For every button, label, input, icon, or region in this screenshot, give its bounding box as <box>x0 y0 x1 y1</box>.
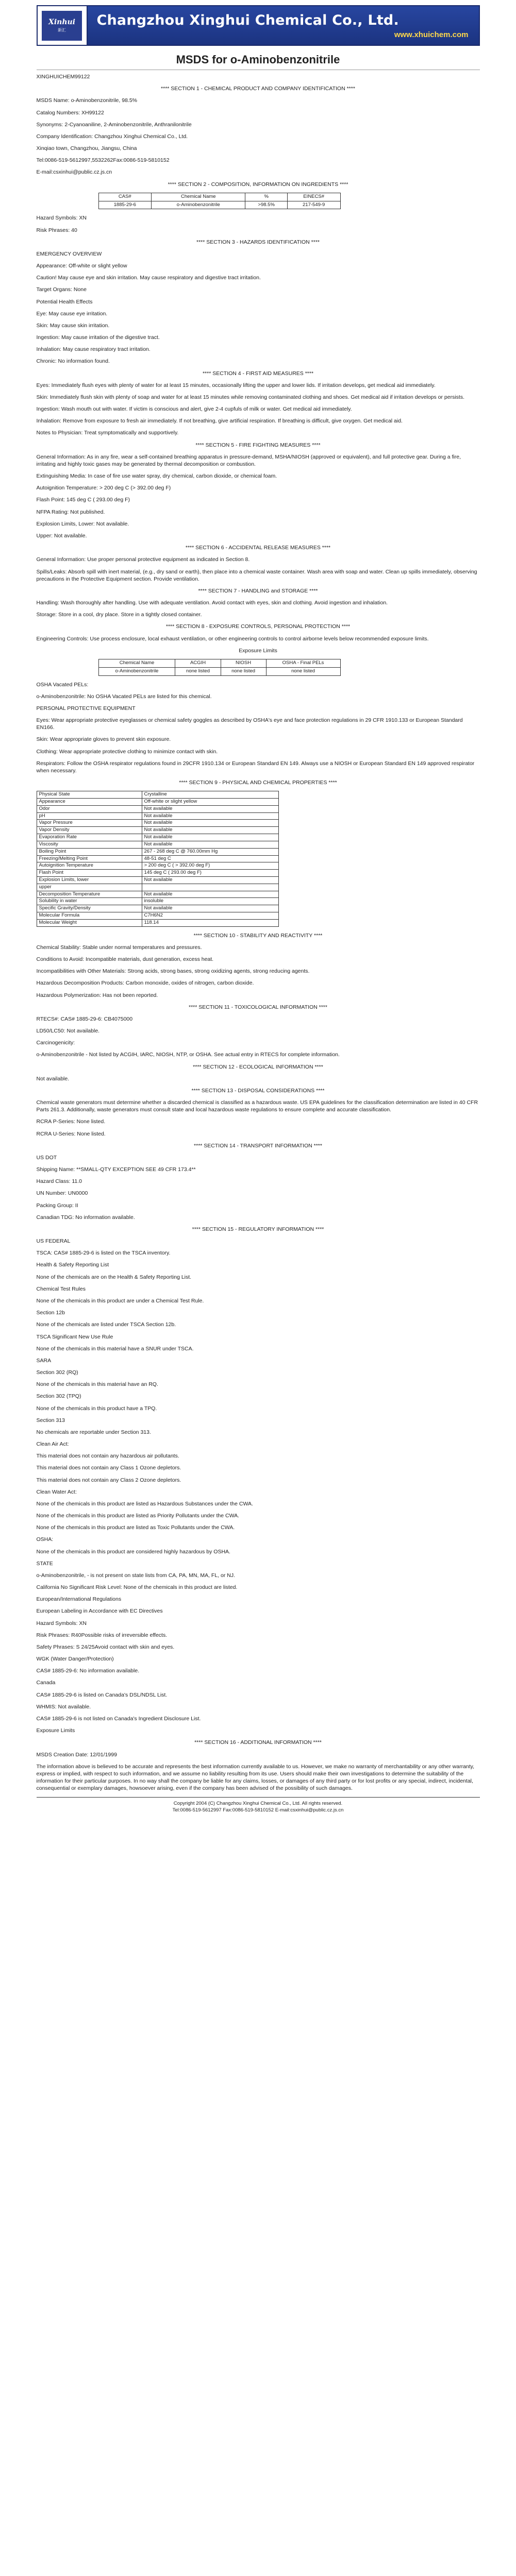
paragraph: Eyes: Immediately flush eyes with plenty of water for at least 15 minutes, occasionally lifting the upper and lower lids. If irritation develops, get medical aid immediately. <box>36 382 436 388</box>
paragraph: Carcinogenicity: <box>36 1040 75 1046</box>
property-value: Not available <box>142 812 278 820</box>
paragraph: RCRA U-Series: None listed. <box>36 1130 106 1137</box>
page-title: MSDS for o-Aminobenzonitrile <box>176 53 340 66</box>
column-header: ACGIH <box>175 659 221 667</box>
page-footer <box>37 1797 480 1813</box>
section-heading: **** SECTION 11 - TOXICOLOGICAL INFORMATION **** <box>189 1004 327 1010</box>
property-value: Crystalline <box>142 791 278 799</box>
paragraph: RTECS#: CAS# 1885-29-6: CB4075000 <box>36 1015 133 1022</box>
section-heading: **** SECTION 3 - HAZARDS IDENTIFICATION **** <box>196 239 320 245</box>
property-row <box>37 812 278 820</box>
section-heading: **** SECTION 1 - CHEMICAL PRODUCT AND COMPANY IDENTIFICATION **** <box>161 86 355 92</box>
paragraph: Eyes: Wear appropriate protective eyeglasses or chemical safety goggles as described by OSHA's eye and face protection regulations in 29 CFR 1910.133 or European Standard EN166. <box>36 717 463 731</box>
paragraph: Incompatibilities with Other Materials: Strong acids, strong bases, strong oxidizing agents, strong reducing agents. <box>36 968 310 975</box>
column-header: OSHA - Final PELs <box>266 659 340 667</box>
table-cell: 217-549-9 <box>287 201 340 209</box>
property-row <box>37 891 278 898</box>
paragraph: None of the chemicals in this material have an RQ. <box>36 1381 158 1388</box>
paragraph: Exposure Limits <box>36 1727 75 1734</box>
paragraph: OSHA: <box>36 1536 54 1543</box>
section-heading: **** SECTION 10 - STABILITY AND REACTIVITY **** <box>193 932 323 939</box>
property-name: Physical State <box>37 791 142 799</box>
paragraph: PERSONAL PROTECTIVE EQUIPMENT <box>36 705 136 711</box>
footer-line: Tel:0086-519-5612997 Fax:0086-519-5810152 E-mail:csxinhui@public.cz.js.cn <box>172 1807 344 1814</box>
paragraph: Clean Water Act: <box>36 1488 77 1495</box>
paragraph: Inhalation: Remove from exposure to fresh air immediately. If not breathing, give artificial respiration. If breathing is difficult, give oxygen. Get medical aid. <box>36 418 403 425</box>
paragraph: Catalog Numbers: XH99122 <box>36 109 104 116</box>
section-heading: **** SECTION 15 - REGULATORY INFORMATION **** <box>192 1226 324 1232</box>
property-name: Solubility in water <box>37 898 142 905</box>
paragraph: EMERGENCY OVERVIEW <box>36 250 102 257</box>
paragraph: Explosion Limits, Lower: Not available. <box>36 520 129 527</box>
paragraph: None of the chemicals in this product have a TPQ. <box>36 1405 157 1412</box>
paragraph: Hazardous Polymerization: Has not been reported. <box>36 992 158 998</box>
composition-table <box>98 193 341 210</box>
property-row <box>37 862 278 870</box>
paragraph: Ingestion: May cause irritation of the digestive tract. <box>36 334 160 341</box>
paragraph: Upper: Not available. <box>36 532 87 539</box>
property-value: Not available <box>142 805 278 812</box>
paragraph: Section 302 (RQ) <box>36 1369 78 1376</box>
property-name: Molecular Weight <box>37 919 142 926</box>
paragraph: TSCA: CAS# 1885-29-6 is listed on the TSCA inventory. <box>36 1250 171 1257</box>
paragraph: Clothing: Wear appropriate protective clothing to minimize contact with skin. <box>36 748 218 755</box>
property-value: Not available <box>142 827 278 834</box>
section-heading: **** SECTION 5 - FIRE FIGHTING MEASURES **** <box>195 442 321 448</box>
paragraph: None of the chemicals in this product are under a Chemical Test Rule. <box>36 1297 204 1304</box>
section-heading: **** SECTION 4 - FIRST AID MEASURES **** <box>202 370 314 377</box>
property-row <box>37 905 278 912</box>
property-row <box>37 870 278 877</box>
property-row <box>37 799 278 806</box>
paragraph: Clean Air Act: <box>36 1441 69 1448</box>
property-value: Not available <box>142 820 278 827</box>
paragraph: Storage: Store in a cool, dry place. Store in a tightly closed container. <box>36 612 202 618</box>
paragraph: Company Identification: Changzhou Xinghui Chemical Co., Ltd. <box>36 133 188 140</box>
table-row <box>98 667 340 675</box>
paragraph: Caution! May cause eye and skin irritation. May cause respiratory and digestive tract irritation. <box>36 275 261 281</box>
paragraph: The information above is believed to be accurate and represents the best information currently available to us. However, we make no warranty of merchantability or any other warranty, express or implied, with respect to such information, and we assume no liability resulting from its use. Users should make their own investigations to determine the suitability of the information for their particular purposes. In no way shall the company be liable for any claims, losses, or damages of any third party or for lost profits or any special, indirect, incidental, consequential or exemplary damages, howsoever arising, even if the company has been advised of the possibility of such damages. <box>36 1763 475 1792</box>
paragraph: SARA <box>36 1357 52 1364</box>
paragraph: This material does not contain any Class 2 Ozone depletors. <box>36 1477 181 1483</box>
paragraph: Autoignition Temperature: > 200 deg C (> 392.00 deg F) <box>36 485 171 492</box>
table-cell: >98.5% <box>245 201 287 209</box>
paragraph: None of the chemicals in this material have a SNUR under TSCA. <box>36 1345 194 1352</box>
paragraph: WHMIS: Not available. <box>36 1703 91 1710</box>
property-row <box>37 884 278 891</box>
table-cell: o-Aminobenzonitrile <box>98 667 175 675</box>
property-row <box>37 848 278 855</box>
paragraph: Respirators: Follow the OSHA respirator regulations found in 29CFR 1910.134 or European Standard EN 149. Always use a NIOSH or European Standard EN 149 approved respirator when necessary. <box>36 760 475 774</box>
paragraph: Skin: Wear appropriate gloves to prevent skin exposure. <box>36 736 171 743</box>
paragraph: Health & Safety Reporting List <box>36 1262 109 1268</box>
property-name: Appearance <box>37 799 142 806</box>
paragraph: European Labeling in Accordance with EC Directives <box>36 1608 163 1615</box>
property-row <box>37 912 278 920</box>
property-name: Autoignition Temperature <box>37 862 142 870</box>
footer-line: Copyright 2004 (C) Changzhou Xinghui Chemical Co., Ltd. All rights reserved. <box>173 1801 343 1807</box>
paragraph: None of the chemicals in this product are listed as Toxic Pollutants under the CWA. <box>36 1524 235 1531</box>
paragraph: Canadian TDG: No information available. <box>36 1214 135 1221</box>
paragraph: Flash Point: 145 deg C ( 293.00 deg F) <box>36 497 130 503</box>
section-heading: **** SECTION 13 - DISPOSAL CONSIDERATIONS **** <box>191 1087 325 1094</box>
paragraph: Synonyms: 2-Cyanoaniline, 2-Aminobenzonitrile, Anthranilonitrile <box>36 121 192 128</box>
paragraph: Inhalation: May cause respiratory tract irritation. <box>36 346 151 353</box>
paragraph: Ingestion: Wash mouth out with water. If victim is conscious and alert, give 2-4 cupfuls of milk or water. Get medical aid immediately. <box>36 406 352 413</box>
column-header: NIOSH <box>221 659 266 667</box>
paragraph: California No Significant Risk Level: None of the chemicals in this product are listed. <box>36 1584 238 1591</box>
property-row <box>37 919 278 926</box>
paragraph: Eye: May cause eye irritation. <box>36 310 108 317</box>
paragraph: This material does not contain any hazardous air pollutants. <box>36 1453 179 1460</box>
property-name: upper <box>37 884 142 891</box>
property-value: 267 - 268 deg C @ 760.00mm Hg <box>142 848 278 855</box>
table-cell: none listed <box>175 667 221 675</box>
paragraph: CAS# 1885-29-6: No information available. <box>36 1668 140 1674</box>
paragraph: Spills/Leaks: Absorb spill with inert material, (e.g., dry sand or earth), then place into a chemical waste container. Wash area with soap and water. Clean up spills immediately, observing precautions in the Protective Equipment section. Provide ventilation. <box>36 568 477 582</box>
paragraph: RCRA P-Series: None listed. <box>36 1118 106 1125</box>
section-heading: **** SECTION 16 - ADDITIONAL INFORMATION **** <box>194 1739 322 1746</box>
paragraph: None of the chemicals are on the Health & Safety Reporting List. <box>36 1274 192 1280</box>
paragraph: General Information: Use proper personal protective equipment as indicated in Section 8. <box>36 556 250 563</box>
property-row <box>37 841 278 848</box>
section-heading: **** SECTION 9 - PHYSICAL AND CHEMICAL PROPERTIES **** <box>179 779 337 786</box>
property-name: Viscosity <box>37 841 142 848</box>
property-value: > 200 deg C ( > 392.00 deg F) <box>142 862 278 870</box>
property-row <box>37 791 278 799</box>
paragraph: This material does not contain any Class 1 Ozone depletors. <box>36 1465 181 1471</box>
paragraph: Xinqiao town, Changzhou, Jiangsu, China <box>36 145 137 152</box>
property-value: Not available <box>142 891 278 898</box>
property-row <box>37 834 278 841</box>
paragraph: US DOT <box>36 1154 57 1161</box>
property-row <box>37 805 278 812</box>
section-heading: **** SECTION 2 - COMPOSITION, INFORMATION ON INGREDIENTS **** <box>168 181 348 188</box>
table-cell: none listed <box>221 667 266 675</box>
paragraph: Extinguishing Media: In case of fire use water spray, dry chemical, carbon dioxide, or chemical foam. <box>36 473 277 480</box>
paragraph: Hazard Symbols: XN <box>36 215 87 222</box>
property-name: Evaporation Rate <box>37 834 142 841</box>
column-header: Chemical Name <box>98 659 175 667</box>
property-name: Molecular Formula <box>37 912 142 920</box>
property-row <box>37 855 278 862</box>
property-name: Explosion Limits, lower <box>37 876 142 884</box>
paragraph: Section 12b <box>36 1310 65 1316</box>
paragraph: E-mail:csxinhui@public.cz.js.cn <box>36 169 112 176</box>
property-value: 48-51 deg C <box>142 855 278 862</box>
site-header <box>37 5 480 46</box>
paragraph: European/International Regulations <box>36 1596 122 1603</box>
logo-subtext: 新汇 <box>58 28 66 32</box>
paragraph: Notes to Physician: Treat symptomatically and supportively. <box>36 430 179 436</box>
column-header: % <box>245 193 287 201</box>
property-name: pH <box>37 812 142 820</box>
paragraph: Appearance: Off-white or slight yellow <box>36 263 127 269</box>
property-value: 118.14 <box>142 919 278 926</box>
paragraph: LD50/LC50: Not available. <box>36 1028 100 1035</box>
property-name: Decomposition Temperature <box>37 891 142 898</box>
property-value: Not available <box>142 876 278 884</box>
paragraph: Canada <box>36 1680 56 1686</box>
paragraph: None of the chemicals are listed under TSCA Section 12b. <box>36 1321 176 1328</box>
paragraph: TSCA Significant New Use Rule <box>36 1333 113 1340</box>
paragraph: Not available. <box>36 1075 70 1082</box>
paragraph: Tel:0086-519-5612997,5532262Fax:0086-519-5810152 <box>36 157 170 164</box>
property-name: Flash Point <box>37 870 142 877</box>
paragraph: o-Aminobenzonitrile - Not listed by ACGIH, IARC, NIOSH, NTP, or OSHA. See actual entry in RTECS for complete information. <box>36 1052 340 1058</box>
paragraph: Hazard Class: 11.0 <box>36 1178 82 1185</box>
exposure-limits-title: Exposure Limits <box>239 647 277 654</box>
paragraph: Potential Health Effects <box>36 298 93 305</box>
column-header: CAS# <box>98 193 152 201</box>
property-value: insoluble <box>142 898 278 905</box>
paragraph: Hazard Symbols: XN <box>36 1620 87 1626</box>
section-heading: **** SECTION 8 - EXPOSURE CONTROLS, PERSONAL PROTECTION **** <box>165 623 351 630</box>
section-heading: **** SECTION 6 - ACCIDENTAL RELEASE MEASURES **** <box>185 545 331 551</box>
header-banner <box>88 6 479 45</box>
paragraph: UN Number: UN0000 <box>36 1190 88 1197</box>
property-row <box>37 876 278 884</box>
property-row <box>37 820 278 827</box>
property-value: Off-white or slight yellow <box>142 799 278 806</box>
paragraph: Skin: Immediately flush skin with plenty of soap and water for at least 15 minutes while removing contaminated clothing and shoes. Get medical aid if irritation develops or persists. <box>36 394 464 400</box>
paragraph: MSDS Creation Date: 12/01/1999 <box>36 1751 117 1758</box>
paragraph: NFPA Rating: Not published. <box>36 509 105 515</box>
paragraph: CAS# 1885-29-6 is not listed on Canada's Ingredient Disclosure List. <box>36 1716 201 1722</box>
paragraph: Skin: May cause skin irritation. <box>36 322 110 329</box>
paragraph: US FEDERAL <box>36 1238 71 1245</box>
paragraph: Target Organs: None <box>36 286 87 293</box>
properties-table <box>37 791 279 926</box>
paragraph: Chronic: No information found. <box>36 358 110 365</box>
property-value: Not available <box>142 834 278 841</box>
paragraph: XINGHUICHEM99122 <box>36 74 90 80</box>
property-name: Freezing/Melting Point <box>37 855 142 862</box>
table-cell: o-Aminobenzonitrile <box>152 201 245 209</box>
table-row <box>98 201 340 209</box>
section-heading: **** SECTION 12 - ECOLOGICAL INFORMATION **** <box>193 1063 323 1070</box>
column-header: Chemical Name <box>152 193 245 201</box>
paragraph: None of the chemicals in this product are considered highly hazardous by OSHA. <box>36 1548 230 1555</box>
table-cell: none listed <box>266 667 340 675</box>
paragraph: Chemical Test Rules <box>36 1285 86 1292</box>
logo-mark <box>42 11 82 41</box>
section-heading: **** SECTION 7 - HANDLING and STORAGE **** <box>198 587 318 594</box>
paragraph: Chemical waste generators must determine whether a discarded chemical is classified as a hazardous waste. US EPA guidelines for the classification determination are listed in 40 CFR Parts 261.3. Additionally, waste generators must consult state and local hazardous waste regulations to ensure complete and accurate classification. <box>36 1099 478 1113</box>
paragraph: Handling: Wash thoroughly after handling. Use with adequate ventilation. Avoid contact with eyes, skin and clothing. Avoid ingestion and inhalation. <box>36 600 388 606</box>
property-value: 145 deg C ( 293.00 deg F) <box>142 870 278 877</box>
company-name: Changzhou Xinghui Chemical Co., Ltd. <box>96 12 399 28</box>
paragraph: STATE <box>36 1560 53 1567</box>
property-name: Specific Gravity/Density <box>37 905 142 912</box>
paragraph: Risk Phrases: R40Possible risks of irreversible effects. <box>36 1632 168 1638</box>
section-heading: **** SECTION 14 - TRANSPORT INFORMATION **** <box>194 1142 322 1149</box>
property-value: C7H6N2 <box>142 912 278 920</box>
table-cell: 1885-29-6 <box>98 201 152 209</box>
msds-document <box>37 73 480 1792</box>
paragraph: MSDS Name: o-Aminobenzonitrile, 98.5% <box>36 97 138 104</box>
paragraph: None of the chemicals in this product are listed as Priority Pollutants under the CWA. <box>36 1513 240 1519</box>
exposure-table <box>98 659 341 676</box>
property-name: Odor <box>37 805 142 812</box>
paragraph: o-Aminobenzonitrile: No OSHA Vacated PELs are listed for this chemical. <box>36 693 212 700</box>
paragraph: Section 302 (TPQ) <box>36 1393 81 1400</box>
paragraph: Hazardous Decomposition Products: Carbon monoxide, oxides of nitrogen, carbon dioxide. <box>36 980 254 987</box>
logo-text: Xinhui <box>48 18 76 26</box>
paragraph: OSHA Vacated PELs: <box>36 681 89 688</box>
paragraph: WGK (Water Danger/Protection) <box>36 1656 114 1663</box>
property-row <box>37 898 278 905</box>
property-value: Not available <box>142 905 278 912</box>
paragraph: Chemical Stability: Stable under normal temperatures and pressures. <box>36 944 202 951</box>
property-row <box>37 827 278 834</box>
property-name: Vapor Pressure <box>37 820 142 827</box>
paragraph: None of the chemicals in this product are listed as Hazardous Substances under the CWA. <box>36 1500 253 1507</box>
property-value <box>142 884 278 891</box>
property-value: Not available <box>142 841 278 848</box>
column-header: EINECS# <box>287 193 340 201</box>
paragraph: Conditions to Avoid: Incompatible materials, dust generation, excess heat. <box>36 956 214 962</box>
paragraph: No chemicals are reportable under Section 313. <box>36 1429 151 1435</box>
paragraph: Shipping Name: **SMALL-QTY EXCEPTION SEE 49 CFR 173.4** <box>36 1166 196 1173</box>
paragraph: CAS# 1885-29-6 is listed on Canada's DSL/NDSL List. <box>36 1691 168 1698</box>
paragraph: o-Aminobenzonitrile, - is not present on state lists from CA, PA, MN, MA, FL, or NJ. <box>36 1572 236 1579</box>
paragraph: Engineering Controls: Use process enclosure, local exhaust ventilation, or other engineering controls to control airborne levels below recommended exposure limits. <box>36 635 429 642</box>
paragraph: Packing Group: II <box>36 1202 78 1209</box>
company-logo[interactable] <box>38 6 88 45</box>
paragraph: Risk Phrases: 40 <box>36 227 77 233</box>
website-link[interactable]: www.xhuichem.com <box>394 30 469 39</box>
paragraph: Section 313 <box>36 1417 65 1423</box>
paragraph: Safety Phrases: S 24/25Avoid contact with skin and eyes. <box>36 1643 175 1650</box>
property-name: Vapor Density <box>37 827 142 834</box>
property-name: Boiling Point <box>37 848 142 855</box>
paragraph: General Information: As in any fire, wear a self-contained breathing apparatus in pressure-demand, MSHA/NIOSH (approved or equivalent), and full protective gear. During a fire, irritating and highly toxic gases may be generated by thermal decomposition or combustion. <box>36 453 461 467</box>
